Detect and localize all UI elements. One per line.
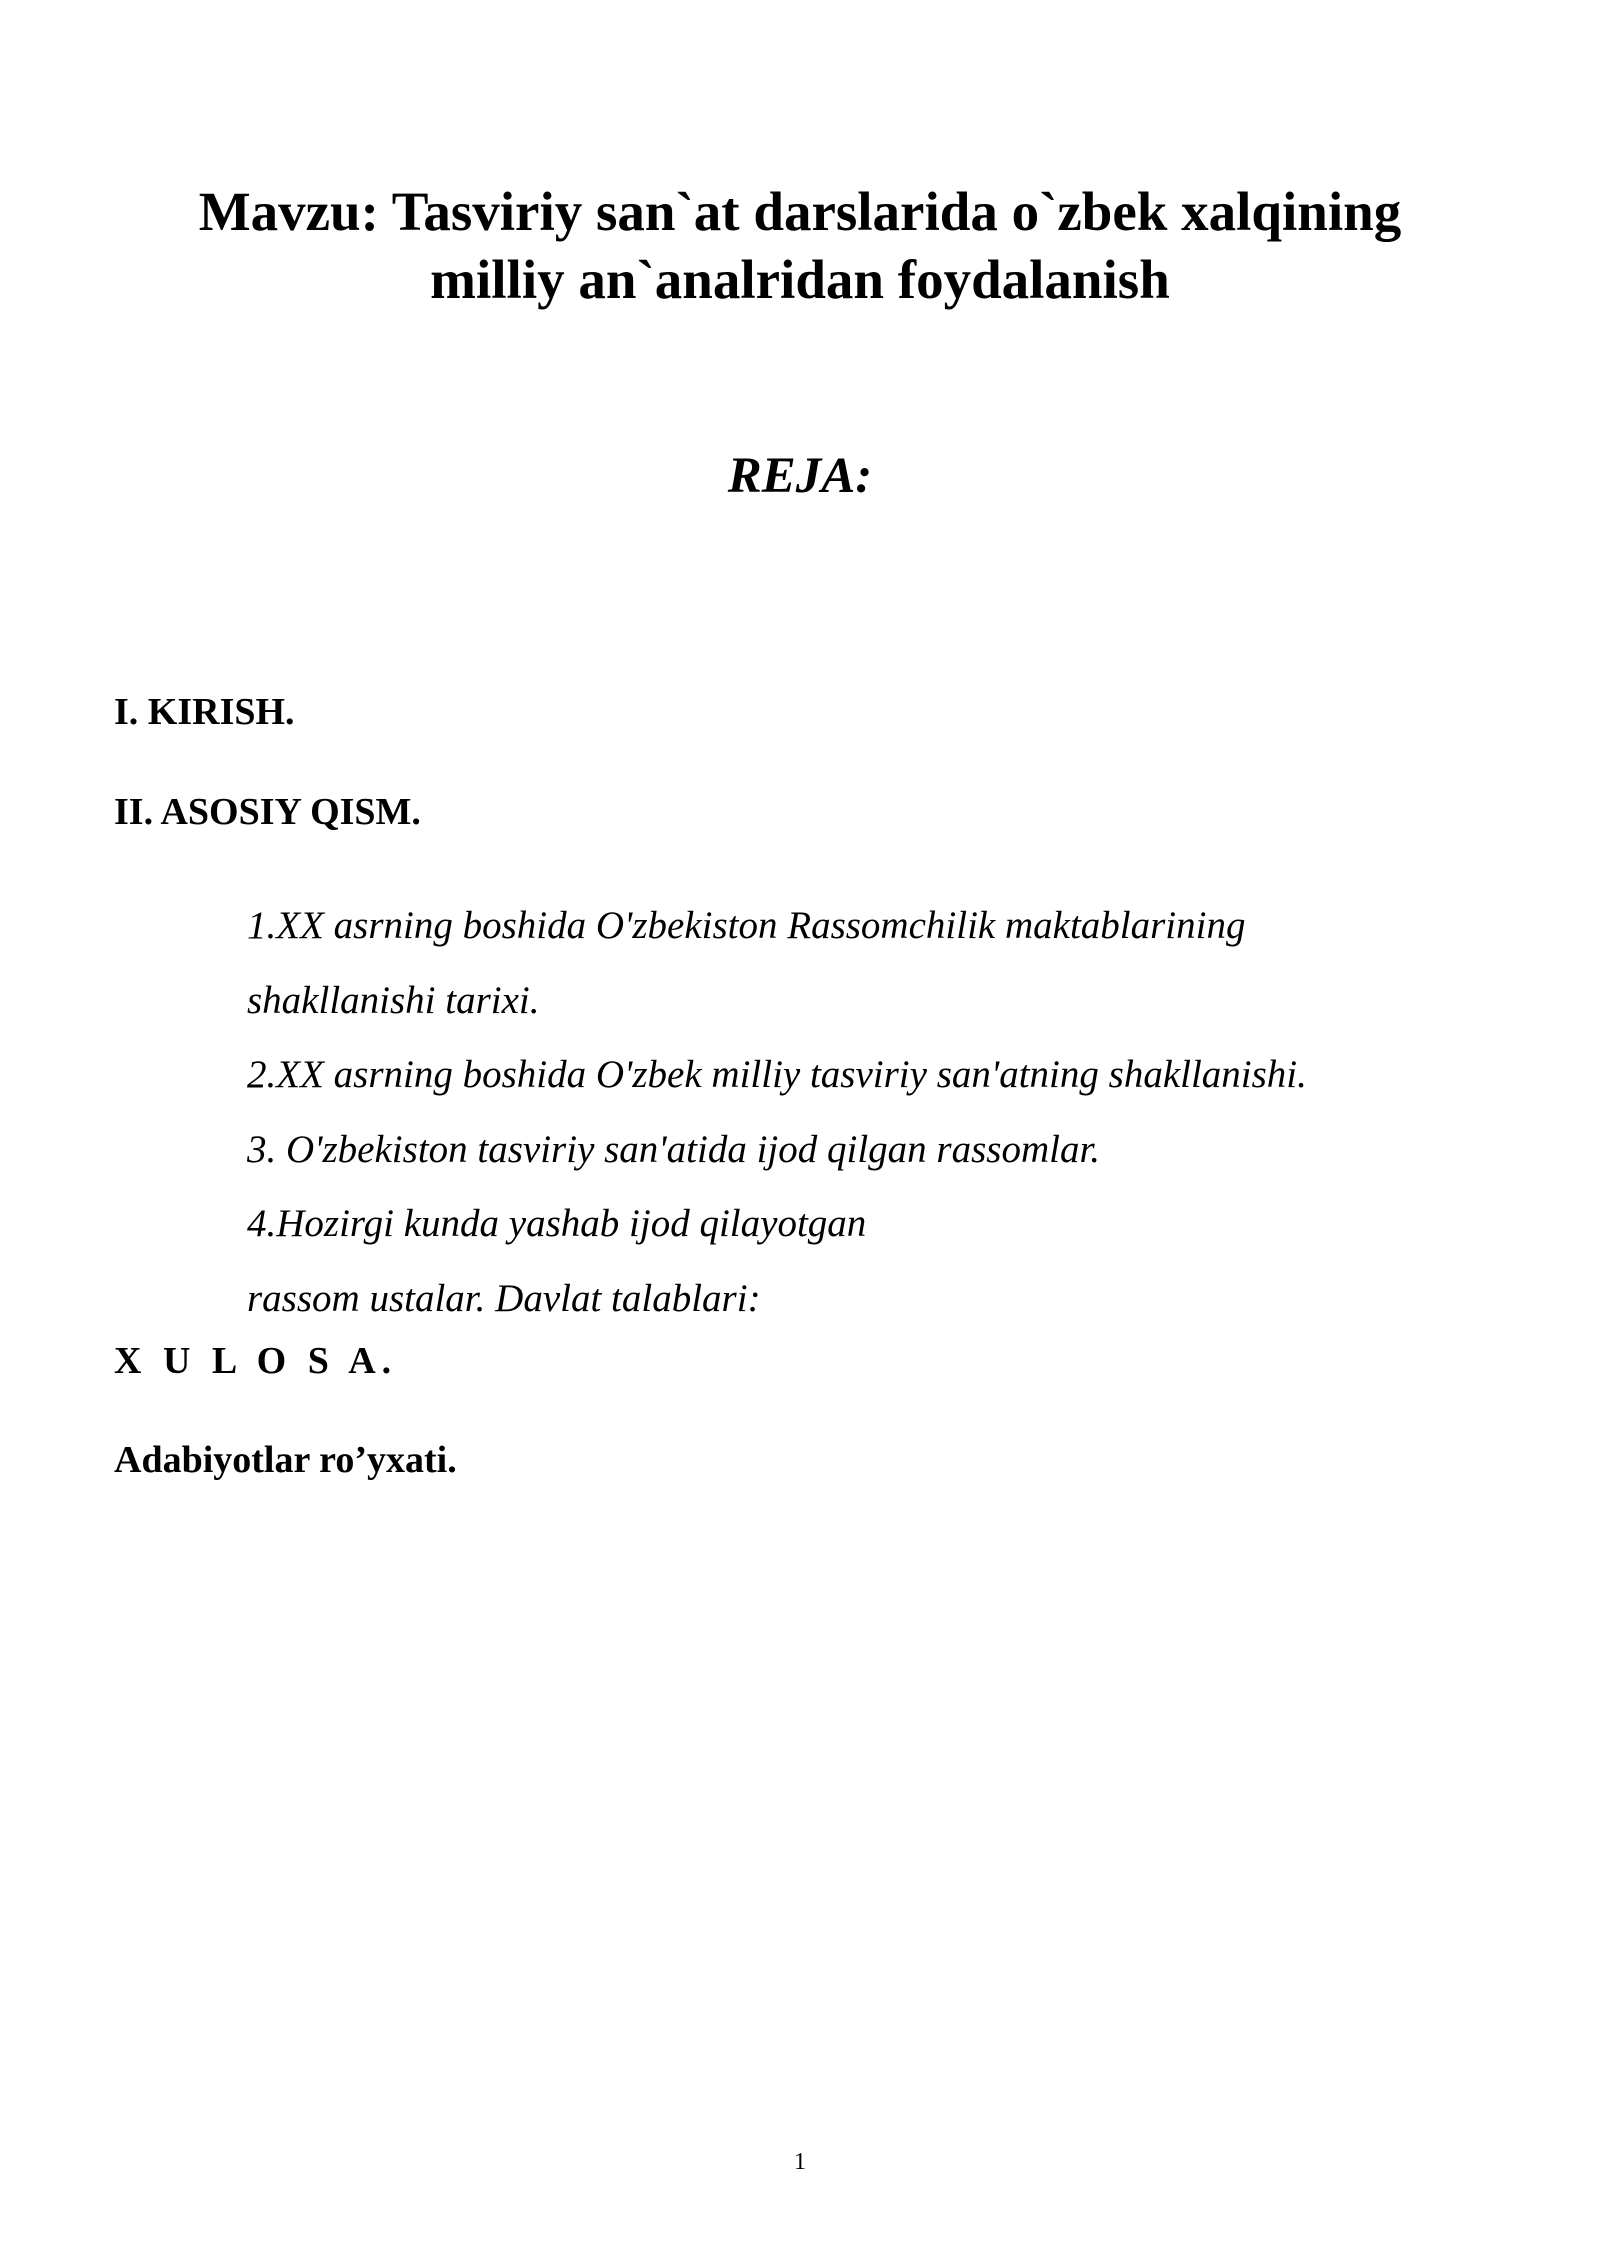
section-intro: I. KIRISH.: [114, 691, 295, 733]
section-conclusion: X U L O S A.: [114, 1340, 398, 1382]
plan-heading: REJA:: [727, 448, 873, 504]
plan-line-4: 3. O'zbekiston tasviriy san'atida ijod qilgan rassomlar.: [247, 1127, 1101, 1171]
page-number: 1: [794, 2149, 806, 2175]
document-title: [0, 178, 1600, 314]
title-line-2: milliy an`analridan foydalanish: [430, 249, 1170, 310]
section-references: Adabiyotlar ro’yxati.: [114, 1439, 457, 1481]
plan-line-2: shakllanishi tarixi.: [247, 978, 540, 1022]
plan-line-1: 1.XX asrning boshida O'zbekiston Rassomchilik maktablarining: [247, 904, 1246, 947]
plan-line-3: 2.XX asrning boshida O'zbek milliy tasviriy san'atning shakllanishi.: [247, 1053, 1307, 1096]
plan-line-6: rassom ustalar. Davlat talablari:: [247, 1276, 761, 1320]
section-main: II. ASOSIY QISM.: [114, 791, 421, 833]
plan-line-5: 4.Hozirgi kunda yashab ijod qilayotgan: [247, 1202, 867, 1245]
title-line-1: Mavzu: Tasviriy san`at darslarida o`zbek xalqining: [198, 181, 1402, 242]
plan-list: [247, 889, 1547, 1336]
